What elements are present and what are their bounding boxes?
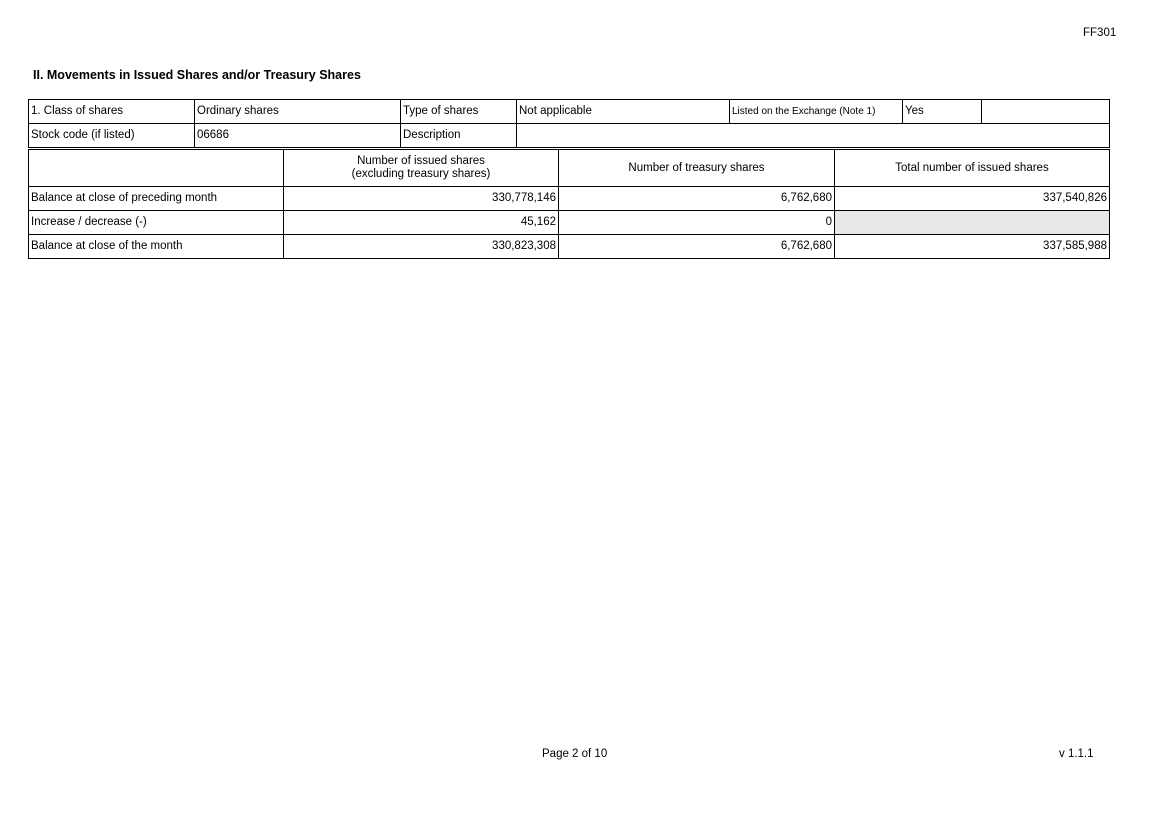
type-of-shares-value: Not applicable <box>517 100 730 124</box>
row-label: Balance at close of preceding month <box>29 187 284 211</box>
description-label: Description <box>401 124 517 148</box>
form-version: v 1.1.1 <box>1059 748 1094 760</box>
listed-label: Listed on the Exchange (Note 1) <box>730 100 903 124</box>
total-shares-cell: 337,585,988 <box>835 235 1110 259</box>
type-of-shares-label: Type of shares <box>401 100 517 124</box>
issued-shares-cell: 330,778,146 <box>284 187 559 211</box>
issued-shares-header-line2: (excluding treasury shares) <box>351 168 491 180</box>
table-row <box>29 211 1110 235</box>
listed-value: Yes <box>903 100 982 124</box>
table-row <box>29 187 1110 211</box>
share-info-table <box>28 99 1110 148</box>
total-shares-cell-shaded <box>835 211 1110 235</box>
issued-shares-header <box>284 150 559 187</box>
issued-shares-cell: 330,823,308 <box>284 235 559 259</box>
listed-extra-cell <box>982 100 1110 124</box>
stock-code-row <box>29 124 1110 148</box>
treasury-shares-cell: 6,762,680 <box>559 187 835 211</box>
page-number: Page 2 of 10 <box>542 748 608 760</box>
class-of-shares-label: 1. Class of shares <box>29 100 195 124</box>
row-label: Increase / decrease (-) <box>29 211 284 235</box>
total-shares-cell: 337,540,826 <box>835 187 1110 211</box>
share-class-row <box>29 100 1110 124</box>
stock-code-value: 06686 <box>195 124 401 148</box>
stock-code-label: Stock code (if listed) <box>29 124 195 148</box>
movements-header-row <box>29 150 1110 187</box>
header-blank-cell <box>29 150 284 187</box>
treasury-shares-cell: 6,762,680 <box>559 235 835 259</box>
movements-table <box>28 149 1110 259</box>
description-value <box>517 124 1110 148</box>
treasury-shares-cell: 0 <box>559 211 835 235</box>
table-row <box>29 235 1110 259</box>
row-label: Balance at close of the month <box>29 235 284 259</box>
form-code: FF301 <box>1083 27 1117 39</box>
section-title: II. Movements in Issued Shares and/or Treasury Shares <box>33 68 361 82</box>
issued-shares-header-line1: Number of issued shares <box>357 155 485 167</box>
total-issued-shares-header: Total number of issued shares <box>835 150 1110 187</box>
class-of-shares-value: Ordinary shares <box>195 100 401 124</box>
treasury-shares-header: Number of treasury shares <box>559 150 835 187</box>
issued-shares-cell: 45,162 <box>284 211 559 235</box>
